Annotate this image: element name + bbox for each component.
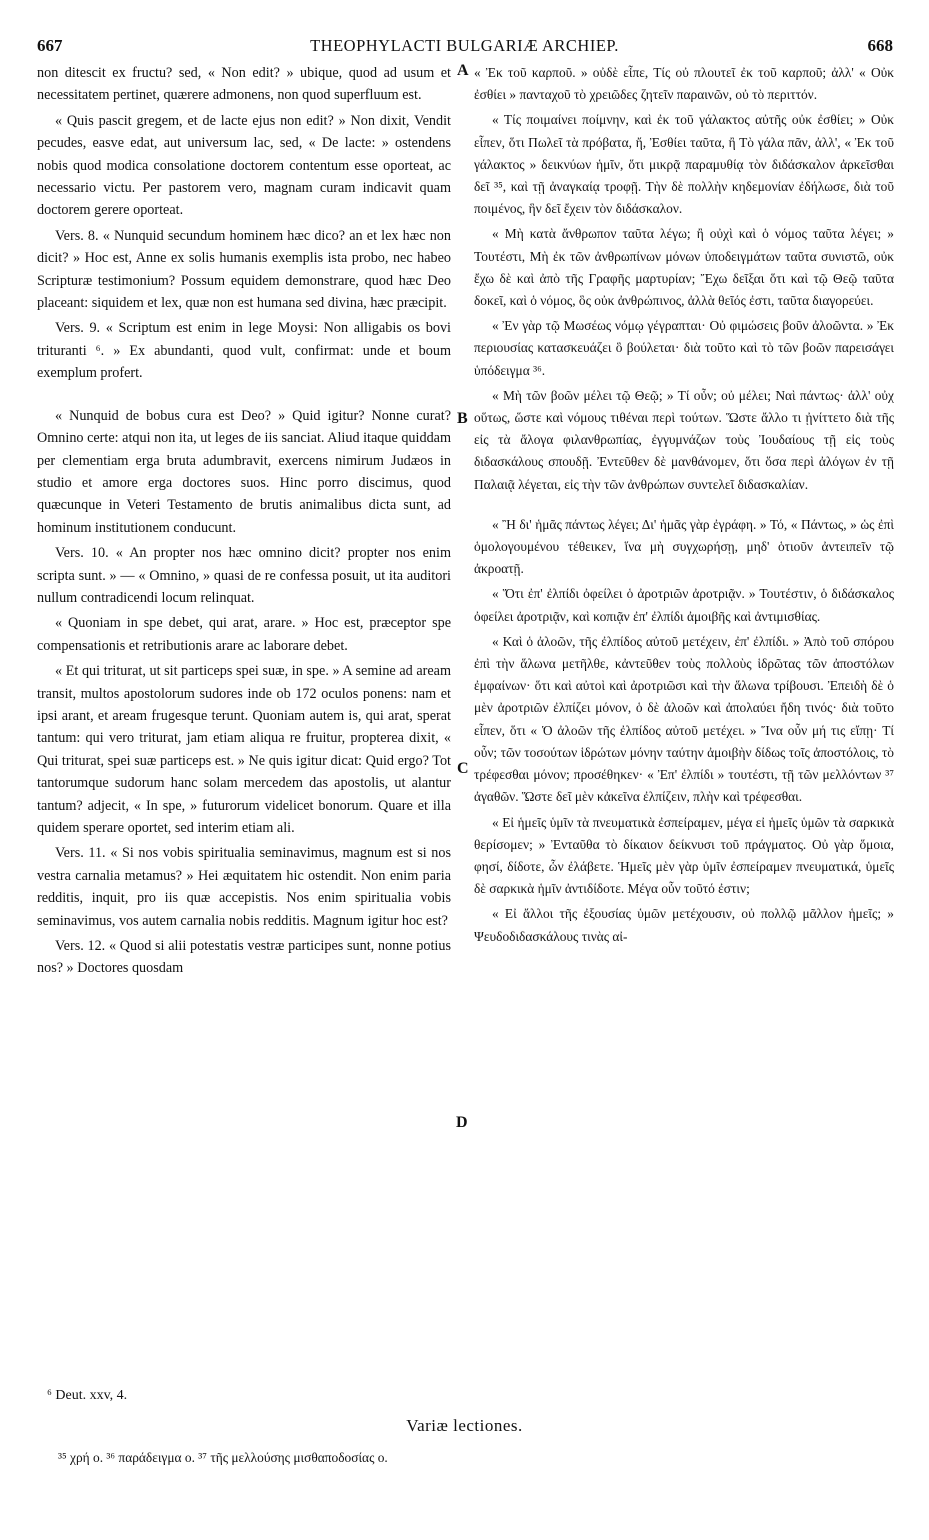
latin-paragraph: Vers. 12. « Quod si alii potestatis vestræ participes sunt, nonne potius nos? » Doctores quosdam	[37, 938, 451, 977]
page-number-left: 667	[37, 36, 63, 55]
latin-paragraph: « Quoniam in spe debet, qui arat, arare. » Hoc est, præceptor spe compensationis et retributionis arare ac laborare debet.	[37, 615, 451, 654]
footnote: ⁶ Deut. xxv, 4.	[47, 1388, 128, 1403]
latin-paragraph: « Quis pascit gregem, et de lacte ejus non edit? » Non dixit, Vendit pecudes, easve edat, aut universum lac, sed, « De lacte: » ostendens nobis quod modica consolatione doctorem contentum esse oporteat, ac necessario victu. Per pastorem vero, magnam curam indicavit quam doctorem gerere oporteat.	[37, 112, 451, 219]
variae-lectiones: ³⁵ χρή ο. ³⁶ παράδειγμα ο. ³⁷ τῆς μελλούσης μισθαποδοσίας ο.	[58, 1450, 388, 1465]
variae-lectiones-title: Variæ lectiones.	[406, 1416, 523, 1435]
latin-paragraph: « Et qui triturat, ut sit particeps spei suæ, in spe. » A semine ad aream transit, multos apostolorum sudores inde ob 172 oculos ponens: nam et ipsi arant, et aream frugesque terunt. Quoniam autem is, qui arat, sperat tantum: qui vero triturat, jam etiam aliqua re fruitur, propterea dixit, « Qui triturat, spei suæ particeps est. » Ne quis igitur dicat: Quid ergo? Tot tantorumque sudorum hanc solam mercedem das apostolis, ut alantur tantum? adjecit, « In spe, » futurorum videlicet bonorum. Quare et illa quidem sperare oportet, sed interim etiam ali.	[37, 663, 451, 836]
greek-paragraph: « Τίς ποιμαίνει ποίμνην, καὶ ἐκ τοῦ γάλακτος αὐτῆς οὐκ ἐσθίει; » Οὐκ εἶπεν, ὅτι Πωλεῖ τὰ πρόβατα, ἤ, Ἐσθίει ταῦτα, ἢ Τὸ γάλα πᾶν, ἀλλ', « Ἐκ τοῦ γάλακτος » δεικνύων ἡμῖν, ὅτι μικρᾷ παραμυθίᾳ τὸν διδάσκαλον ἀρκεῖσθαι δεῖ ³⁵, καὶ τῇ ἀναγκαίᾳ τροφῇ. Τὴν δὲ πολλὴν κηδεμονίαν ἐδήλωσε, διὰ τοῦ ποιμένος, ἣν δεῖ ἔχειν τὸν διδάσκαλον.	[474, 112, 894, 217]
margin-marker-b: B	[457, 410, 468, 427]
greek-paragraph: « Ὅτι ἐπ' ἐλπίδι ὀφείλει ὁ ἀροτριῶν ἀροτριᾷν. » Τουτέστιν, ὁ διδάσκαλος ὀφείλει ἀροτριᾷν, καὶ κοπιᾷν ἐπ' ἐλπίδι ἀμοιβῆς καὶ ἀντιμισθίας.	[474, 586, 894, 624]
greek-paragraph: « Ἐν γὰρ τῷ Μωσέως νόμῳ γέγραπται· Οὐ φιμώσεις βοῦν ἀλοῶντα. » Ἐκ περιουσίας κατασκευάζει ὃ βούλεται· διὰ τοῦτο καὶ τὸ τῶν βοῶν παρεισάγει ὑπόδειγμα ³⁶.	[474, 318, 894, 378]
latin-paragraph: non ditescit ex fructu? sed, « Non edit? » ubique, quod ad usum et necessitatem pertinet, quærere admonens, non quod superfluum est.	[37, 65, 451, 104]
greek-paragraph: « Εἰ ἄλλοι τῆς ἐξουσίας ὑμῶν μετέχουσιν, οὐ πολλῷ μᾶλλον ἡμεῖς; » Ψευδοδιδασκάλους τινὰς αἰ-	[474, 906, 894, 944]
running-title: THEOPHYLACTI BULGARIÆ ARCHIEP.	[310, 36, 619, 55]
greek-paragraph: « Μὴ κατὰ ἄνθρωπον ταῦτα λέγω; ἢ οὐχὶ καὶ ὁ νόμος ταῦτα λέγει; » Τουτέστι, Μὴ ἐκ τῶν ἀνθρωπίνων μόνων ὑποδειγμάτων ταῦτα συνιστῶ, οὐκ ἔχω δὲ καὶ ἀπὸ τῆς Γραφῆς μαρτυρίαν; Ἔχω δεῖξαι ὅτι καὶ τῷ Θεῷ ταῦτα δοκεῖ, καὶ ὁ νόμος, ὃς οὐκ ἀνθρώπινος, ἀλλὰ θεῖός ἐστι, ταῦτα διαγορεύει.	[474, 226, 894, 309]
latin-column	[37, 62, 451, 983]
latin-paragraph: Vers. 11. « Si nos vobis spiritualia seminavimus, magnum est si nos vestra carnalia metamus? » Hei æquitatem hic ostendit. Non enim paria redditis, inquit, pro iis quæ accepistis. Nos enim spiritualia vobis seminavimus, vos autem carnalia nobis redditis. Magnum igitur hoc est?	[37, 845, 451, 929]
greek-paragraph: « Μὴ τῶν βοῶν μέλει τῷ Θεῷ; » Τί οὖν; οὐ μέλει; Ναὶ πάντως· ἀλλ' οὐχ οὕτως, ὥστε καὶ νόμους τιθέναι περὶ τούτων. Ὥστε ἄλλο τι ᾐνίττετο διὰ τῆς εἰς τὰ ἄλογα φιλανθρωπίας, ἐγγυμνάζων τοὺς Ἰουδαίους τῇ εἰς τοὺς διδασκάλους σπουδῇ. Ἐντεῦθεν δὲ μανθάνομεν, ὅτι ὅσα περὶ ἀλόγων ἐν τῇ Παλαιᾷ λέγεται, εἰς τὴν τῶν ἀνθρώπων συντελεῖ διδασκαλίαν.	[474, 387, 894, 492]
latin-paragraph: Vers. 10. « An propter nos hæc omnino dicit? propter nos enim scripta sunt. » — « Omnino, » quasi de re confessa posuit, ut ita auditori nullum contradicendi locum relinquat.	[37, 545, 451, 606]
margin-marker-d: D	[456, 1114, 468, 1131]
greek-column	[474, 62, 894, 951]
greek-paragraph: « Ἐκ τοῦ καρποῦ. » οὐδὲ εἶπε, Τίς οὐ πλουτεῖ ἐκ τοῦ καρποῦ; ἀλλ' « Οὐκ ἐσθίει » πανταχοῦ τὸ χρειῶδες ζητεῖν παραινῶν, οὐ τὸ περιττόν.	[474, 65, 894, 103]
latin-paragraph: Vers. 8. « Nunquid secundum hominem hæc dico? an et lex hæc non dicit? » Hoc est, Anne ex solis humanis exemplis ista probo, nec habeo Scripturæ testimonium? Possum equidem demonstrare, quod hæc Deo placeant: siquidem et lex, quæ non est humana sed divina, hæc præcipit.	[37, 227, 451, 312]
margin-marker-a: A	[457, 62, 469, 79]
latin-paragraph: « Nunquid de bobus cura est Deo? » Quid igitur? Nonne curat? Omnino certe: atqui non ita, ut leges de iis sanciat. Aliud itaque quiddam per clementiam erga bruta adumbravit, exercens nimirum Judæos in studio et amore erga doctores suos. Hinc porro discimus, quod quæcunque in Veteri Testamento de brutis animalibus dicta sunt, ad hominum institutionem conducunt.	[37, 407, 451, 536]
running-header	[0, 36, 929, 58]
greek-paragraph: « Εἰ ἡμεῖς ὑμῖν τὰ πνευματικὰ ἐσπείραμεν, μέγα εἰ ἡμεῖς ὑμῶν τὰ σαρκικὰ θερίσομεν; » Ἐνταῦθα τὸ δίκαιον δείκνυσι τοῦ πράγματος. Οὐ γὰρ ὅμοια, φησί, δίδοτε, ὧν ἐλάβετε. Ἡμεῖς μὲν γὰρ ὑμῖν ἐσπείραμεν πνευματικά, ὑμεῖς δὲ σαρκικὰ ἡμῖν ἀντιδίδοτε. Μέγα οὖν τοῦτό ἐστιν;	[474, 814, 894, 897]
page-number-right: 668	[867, 36, 893, 55]
greek-paragraph: « Καὶ ὁ ἀλοῶν, τῆς ἐλπίδος αὐτοῦ μετέχειν, ἐπ' ἐλπίδι. » Ἀπὸ τοῦ σπόρου ἐπὶ τὴν ἅλωνα μετῆλθε, κἀντεῦθεν τοὺς πολλοὺς ἱδρῶτας τῶν ἀποστόλων ἐμφαίνων· ὅτι καὶ αὐτοὶ καὶ ἀροτριῶσι καὶ τὴν ἅλωνα τρίβουσι. Ἐπειδὴ δὲ ὁ μὲν ἀροτριῶν ἐλπίζει μόνον, ὁ δὲ ἀλοῶν καὶ ἀπολαύει ἤδη τινός· διὰ τοῦτο εἶπεν, ὅτι « Ὁ ἀλοῶν τῆς ἐλπίδος αὐτοῦ μετέχει. » Ἵνα οὖν μή τις εἴπῃ· Τί οὖν; τῶν τοσούτων ἱδρώτων μόνην ταύτην ἀμοιβὴν δίδως τοῖς ἀποστόλοις, τὸ τρέφεσθαι μόνον; προσέθηκεν· « Ἐπ' ἐλπίδι » τουτέστι, τῇ τῶν μελλόντων ³⁷ ἀγαθῶν. Ὥστε δεῖ μὲν κἀκεῖνα ἐλπίζειν, πλὴν καὶ τρέφεσθαι.	[474, 633, 894, 805]
greek-paragraph: « Ἢ δι' ἡμᾶς πάντως λέγει; Δι' ἡμᾶς γὰρ ἐγράφη. » Τό, « Πάντως, » ὡς ἐπὶ ὁμολογουμένου τέθεικεν, ἵνα μὴ συγχωρήσῃ, μηδ' ὁτιοῦν ἀντειπεῖν τῷ ἀκροατῇ.	[474, 516, 894, 577]
margin-marker-c: C	[457, 760, 469, 777]
latin-paragraph: Vers. 9. « Scriptum est enim in lege Moysi: Non alligabis os bovi trituranti ⁶. » Ex abundanti, quod vult, confirmat: unde et boum exemplum profert.	[37, 320, 451, 382]
